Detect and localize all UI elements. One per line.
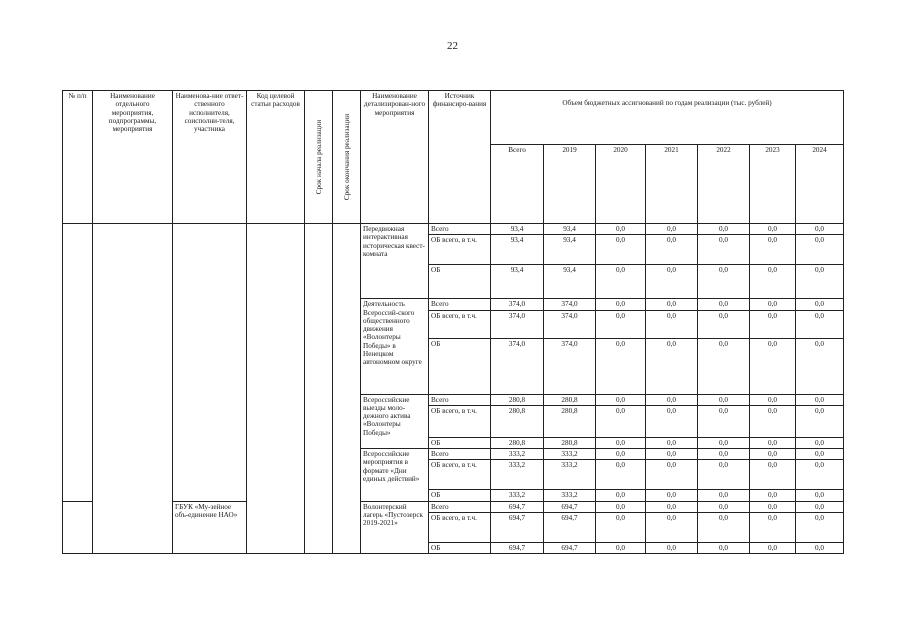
header-name: Наименование отдельного мероприятия, подпрограммы, мероприятия (93, 91, 173, 224)
value-cell: 0,0 (796, 310, 844, 338)
value-cell: 0,0 (596, 224, 646, 235)
cell-name-empty (93, 224, 173, 554)
header-year-total: Всего (491, 145, 544, 224)
value-cell: 0,0 (698, 437, 750, 448)
executor-name: ГБУК «Му-зейное объ-единение НАО» (173, 501, 247, 554)
value-cell: 0,0 (796, 449, 844, 460)
header-year-2023: 2023 (750, 145, 796, 224)
value-cell: 0,0 (596, 394, 646, 405)
value-cell: 0,0 (750, 405, 796, 437)
source-cell: ОБ (429, 437, 491, 448)
value-cell: 0,0 (646, 394, 698, 405)
value-cell: 0,0 (796, 405, 844, 437)
value-cell: 0,0 (698, 405, 750, 437)
cell-num-empty (63, 501, 93, 554)
value-cell: 0,0 (698, 338, 750, 394)
value-cell: 374,0 (544, 310, 596, 338)
value-cell: 333,2 (491, 460, 544, 490)
table-row (63, 224, 844, 235)
value-cell: 0,0 (698, 265, 750, 299)
event-name: Волонтерский лагерь «Пустозерск 2019-2021» (361, 501, 429, 554)
value-cell: 0,0 (698, 542, 750, 553)
header-executor: Наименова-ние ответ-ственного исполнителя, соисполни-теля, участника (173, 91, 247, 224)
event-name: Всероссийские мероприятия в формате «Дни единых действий» (361, 449, 429, 502)
value-cell: 374,0 (491, 338, 544, 394)
value-cell: 0,0 (750, 449, 796, 460)
value-cell: 93,4 (544, 224, 596, 235)
value-cell: 0,0 (596, 338, 646, 394)
value-cell: 0,0 (796, 338, 844, 394)
value-cell: 0,0 (796, 460, 844, 490)
header-detail: Наименование детализирован-ного мероприятия (361, 91, 429, 224)
value-cell: 0,0 (750, 490, 796, 501)
value-cell: 333,2 (544, 449, 596, 460)
budget-table (62, 90, 844, 554)
cell-num-empty (63, 224, 93, 502)
value-cell: 280,8 (544, 394, 596, 405)
header-row-top (63, 91, 844, 145)
value-cell: 0,0 (646, 224, 698, 235)
value-cell: 0,0 (750, 542, 796, 553)
value-cell: 0,0 (596, 501, 646, 512)
cell-executor-empty (173, 224, 247, 502)
value-cell: 0,0 (646, 299, 698, 310)
value-cell: 0,0 (698, 299, 750, 310)
value-cell: 280,8 (491, 405, 544, 437)
value-cell: 0,0 (646, 405, 698, 437)
value-cell: 93,4 (491, 265, 544, 299)
event-name: Деятельность Всероссий-ского общественного движения «Волонтеры Победы» в Ненецком автономном округе (361, 299, 429, 394)
value-cell: 0,0 (646, 338, 698, 394)
value-cell: 0,0 (796, 490, 844, 501)
cell-end-empty (333, 224, 361, 554)
header-end (333, 91, 361, 224)
value-cell: 694,7 (491, 501, 544, 512)
value-cell: 0,0 (796, 501, 844, 512)
source-cell: Всего (429, 449, 491, 460)
cell-code-empty (247, 224, 305, 554)
value-cell: 694,7 (544, 512, 596, 542)
value-cell: 0,0 (596, 405, 646, 437)
value-cell: 0,0 (750, 512, 796, 542)
value-cell: 0,0 (796, 512, 844, 542)
source-cell: ОБ всего, в т.ч. (429, 310, 491, 338)
value-cell: 0,0 (796, 265, 844, 299)
value-cell: 333,2 (544, 460, 596, 490)
header-start-label: Срок начала реализации (314, 119, 323, 195)
source-cell: ОБ (429, 542, 491, 553)
value-cell: 333,2 (491, 490, 544, 501)
value-cell: 374,0 (491, 299, 544, 310)
header-year-2022: 2022 (698, 145, 750, 224)
value-cell: 0,0 (698, 460, 750, 490)
header-end-label: Срок окончания реализации (342, 113, 351, 201)
value-cell: 694,7 (491, 512, 544, 542)
value-cell: 93,4 (544, 265, 596, 299)
value-cell: 374,0 (544, 338, 596, 394)
value-cell: 0,0 (750, 235, 796, 265)
value-cell: 0,0 (750, 437, 796, 448)
value-cell: 694,7 (491, 542, 544, 553)
value-cell: 0,0 (698, 449, 750, 460)
value-cell: 0,0 (596, 512, 646, 542)
value-cell: 280,8 (544, 405, 596, 437)
value-cell: 0,0 (796, 224, 844, 235)
value-cell: 0,0 (646, 512, 698, 542)
value-cell: 0,0 (796, 394, 844, 405)
value-cell: 0,0 (596, 310, 646, 338)
source-cell: ОБ всего, в т.ч. (429, 405, 491, 437)
value-cell: 694,7 (544, 501, 596, 512)
value-cell: 0,0 (698, 490, 750, 501)
source-cell: Всего (429, 299, 491, 310)
value-cell: 0,0 (698, 512, 750, 542)
header-year-2020: 2020 (596, 145, 646, 224)
header-source: Источник финансиро-вания (429, 91, 491, 224)
value-cell: 0,0 (750, 394, 796, 405)
value-cell: 0,0 (646, 490, 698, 501)
header-year-2021: 2021 (646, 145, 698, 224)
value-cell: 93,4 (544, 235, 596, 265)
value-cell: 93,4 (491, 224, 544, 235)
value-cell: 0,0 (646, 437, 698, 448)
value-cell: 0,0 (750, 299, 796, 310)
value-cell: 0,0 (750, 460, 796, 490)
value-cell: 0,0 (796, 437, 844, 448)
value-cell: 0,0 (698, 235, 750, 265)
value-cell: 280,8 (544, 437, 596, 448)
value-cell: 694,7 (544, 542, 596, 553)
value-cell: 93,4 (491, 235, 544, 265)
value-cell: 374,0 (544, 299, 596, 310)
source-cell: Всего (429, 394, 491, 405)
value-cell: 0,0 (596, 299, 646, 310)
value-cell: 0,0 (698, 310, 750, 338)
value-cell: 0,0 (698, 224, 750, 235)
value-cell: 333,2 (544, 490, 596, 501)
event-name: Передвижная интерактивная историческая квест-комната (361, 224, 429, 299)
source-cell: ОБ всего, в т.ч. (429, 460, 491, 490)
header-year-2024: 2024 (796, 145, 844, 224)
value-cell: 0,0 (646, 542, 698, 553)
value-cell: 0,0 (750, 501, 796, 512)
source-cell: Всего (429, 224, 491, 235)
value-cell: 0,0 (646, 449, 698, 460)
value-cell: 0,0 (750, 224, 796, 235)
value-cell: 0,0 (750, 338, 796, 394)
value-cell: 0,0 (596, 437, 646, 448)
value-cell: 0,0 (596, 235, 646, 265)
value-cell: 0,0 (698, 501, 750, 512)
cell-start-empty (305, 224, 333, 554)
event-name: Всероссийские выезды моло-дежного актива «Волонтеры Победы» (361, 394, 429, 449)
header-budget: Объем бюджетных ассигнований по годам реализации (тыс. рублей) (491, 91, 844, 145)
value-cell: 0,0 (750, 310, 796, 338)
value-cell: 0,0 (646, 310, 698, 338)
value-cell: 0,0 (796, 299, 844, 310)
value-cell: 0,0 (646, 501, 698, 512)
source-cell: ОБ (429, 338, 491, 394)
value-cell: 0,0 (596, 460, 646, 490)
value-cell: 0,0 (646, 235, 698, 265)
value-cell: 0,0 (646, 265, 698, 299)
source-cell: ОБ всего, в т.ч. (429, 235, 491, 265)
header-start (305, 91, 333, 224)
table-row (63, 501, 844, 512)
value-cell: 0,0 (596, 542, 646, 553)
page-number: 22 (447, 40, 458, 52)
header-num: № п/п (63, 91, 93, 224)
value-cell: 0,0 (596, 449, 646, 460)
value-cell: 0,0 (646, 460, 698, 490)
value-cell: 0,0 (796, 235, 844, 265)
value-cell: 0,0 (596, 490, 646, 501)
value-cell: 333,2 (491, 449, 544, 460)
value-cell: 0,0 (596, 265, 646, 299)
value-cell: 0,0 (796, 542, 844, 553)
source-cell: ОБ всего, в т.ч. (429, 512, 491, 542)
value-cell: 0,0 (698, 394, 750, 405)
source-cell: Всего (429, 501, 491, 512)
header-code: Код целевой статьи расходов (247, 91, 305, 224)
value-cell: 0,0 (750, 265, 796, 299)
header-year-2019: 2019 (544, 145, 596, 224)
source-cell: ОБ (429, 490, 491, 501)
value-cell: 280,8 (491, 437, 544, 448)
value-cell: 280,8 (491, 394, 544, 405)
value-cell: 374,0 (491, 310, 544, 338)
source-cell: ОБ (429, 265, 491, 299)
